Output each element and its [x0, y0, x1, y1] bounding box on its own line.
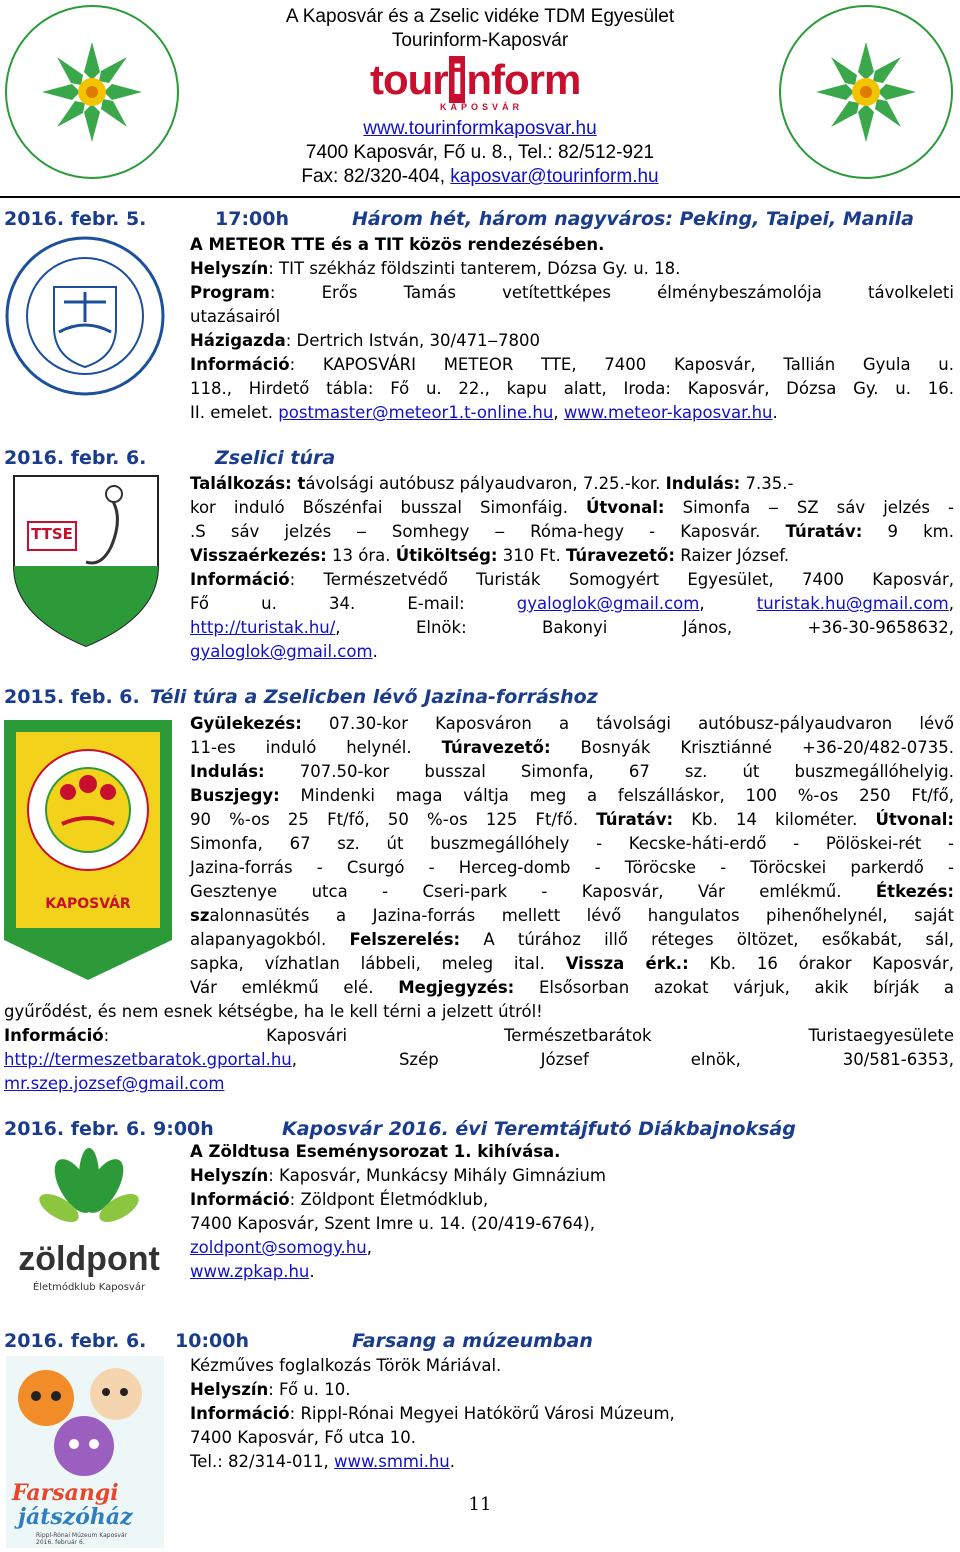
email-sep: , [699, 594, 757, 613]
ticket-text: Mindenki maga váltja meg a felszálláskor, 100 %-os 250 Ft/fő, [279, 786, 954, 805]
contact-sep: , [553, 403, 564, 422]
web-end: . [309, 1262, 315, 1281]
event4-web [190, 1260, 315, 1284]
departure-label: Indulás: [190, 762, 265, 781]
event3-web [4, 1048, 954, 1072]
zoldpont-logo [4, 1146, 174, 1302]
event4-info [190, 1188, 488, 1212]
termeszetbaratok-web-link[interactable]: http://termeszetbaratok.gportal.hu [4, 1050, 292, 1069]
header-office: Tourinform-Kaposvár [391, 30, 569, 51]
event5-info [190, 1402, 675, 1426]
return-label: Vissza érk.: [565, 954, 689, 973]
turistak-web-link[interactable]: http://turistak.hu/ [190, 618, 336, 637]
info-text: : Kaposvári Természetbarátok Turistaegyesülete [103, 1026, 954, 1045]
header-org: A Kaposvár és a Zselic vidéke TDM Egyesület [285, 6, 675, 27]
event4-address: 7400 Kaposvár, Szent Imre u. 14. (20/419-6764), [190, 1214, 595, 1233]
president-text: , Elnök: Bakonyi János, +36-30-9658632, [335, 618, 954, 637]
event1-host [190, 329, 540, 353]
return-label: Visszaérkezés: [190, 546, 327, 565]
distance-text: 9 km. [862, 522, 954, 541]
poster-line-2: játszóház [18, 1504, 133, 1530]
route-label: Útvonal: [875, 810, 954, 829]
meal-label: Étkezés: [875, 882, 954, 901]
return-pre: sapka, vízhatlan lábbeli, meleg ital. [190, 954, 566, 973]
equipment-pre: alapanyagokból. [190, 930, 350, 949]
ticket-label: Buszjegy: [190, 786, 280, 805]
route-cont: .S sáv jelzés ‒ Somhegy ‒ Róma-hegy - Kaposvár. [190, 522, 786, 541]
organizer-text: A METEOR TTE és a TIT közös rendezésében. [190, 235, 605, 254]
termeszetbaratok-city: KAPOSVÁR [45, 896, 131, 912]
email-end: , [948, 594, 954, 613]
event4-date: 2016. febr. 6. 9:00h [4, 1118, 214, 1140]
event1-organizer [190, 233, 604, 257]
route-label: Útvonal: [586, 498, 665, 517]
event5-time: 10:00h [175, 1330, 250, 1352]
event1-contact [190, 401, 778, 425]
event3-return [190, 952, 954, 976]
meeting-label: Találkozás: t [190, 474, 306, 493]
event3-info [4, 1024, 954, 1048]
info-text: : Zöldpont Életmódklub, [289, 1190, 489, 1209]
equipment-text: A túrához illő réteges öltözet, esőkabát, sál, [460, 930, 955, 949]
note-label: Megjegyzés: [398, 978, 515, 997]
event5-location [190, 1378, 350, 1402]
event2-date: 2016. febr. 6. [4, 447, 147, 469]
info-text: : Rippl-Rónai Megyei Hatókörű Városi Múzeum, [289, 1404, 675, 1423]
tdm-logo-right [776, 2, 956, 182]
event3-title: Téli túra a Zselicben lévő Jazina-forráshoz [150, 686, 598, 708]
event3-meal [190, 904, 954, 928]
departure-text: 707.50-kor busszal Simonfa, 67 sz. út buszmegállóhelyig. [264, 762, 954, 781]
location-label: Helyszín [190, 259, 269, 278]
event2-route [190, 496, 954, 520]
header-fax [200, 166, 760, 188]
location-label: Helyszín [190, 1380, 269, 1399]
contact-end: . [772, 403, 778, 422]
info-label: Információ [190, 1190, 290, 1209]
meteor-email-link[interactable]: postmaster@meteor1.t-online.hu [278, 403, 554, 422]
guide-pre: 11-es induló helynél. [190, 738, 442, 757]
event2-email2 [190, 640, 378, 664]
brand-i: i [449, 56, 466, 103]
meal-text: alonnasütés a Jazina-forrás mellett lévő hangulatos pihenőhelynél, saját [209, 906, 954, 925]
farsang-poster [6, 1356, 164, 1548]
guide-text: Raizer József. [675, 546, 790, 565]
guide-label: Túravezető: [565, 546, 675, 565]
event1-date: 2016. febr. 5. [4, 208, 147, 230]
route-text: Simonfa ‒ SZ sáv jelzés - [664, 498, 954, 517]
event3-gathering [190, 712, 954, 736]
return-text: Kb. 16 órakor Kaposvár, [688, 954, 954, 973]
event5-title: Farsang a múzeumban [352, 1330, 593, 1352]
location-label: Helyszín [190, 1166, 269, 1185]
event1-program-cont: utazásairól [190, 307, 281, 326]
event1-time: 17:00h [215, 208, 290, 230]
event1-title: Három hét, három nagyváros: Peking, Taipei, Manila [352, 208, 914, 230]
event2-return [190, 544, 789, 568]
host-label: Házigazda [190, 331, 286, 350]
program-label: Program [190, 283, 270, 302]
event3-route-2: Jazina-forrás - Csurgó - Herceg-domb - Töröcske - Töröcskei parkerdő - [190, 858, 954, 877]
phone-end: . [449, 1452, 455, 1471]
meeting-text: ávolsági autóbusz pályaudvaron, 7.25.-kor. [305, 474, 666, 493]
location-text: : Fő u. 10. [268, 1380, 351, 1399]
meteor-logo [4, 232, 166, 400]
header-address: 7400 Kaposvár, Fő u. 8., Tel.: 82/512-921 [305, 142, 655, 163]
turistak-email-link[interactable]: turistak.hu@gmail.com [756, 594, 949, 613]
tourinform-logo [370, 56, 592, 114]
gathering-label: Gyülekezés: [190, 714, 302, 733]
header-email-link[interactable]: kaposvar@tourinform.hu [450, 166, 659, 187]
distance-label: Túratáv: [785, 522, 863, 541]
cost-label: Útiköltség: [395, 546, 498, 565]
event3-route-3 [190, 880, 954, 904]
event2-meeting [190, 472, 793, 496]
tdm-logo-left [2, 2, 182, 182]
event1-info-cont: 118., Hirdető tábla: Fő u. 22., kapu alatt, Iroda: Kaposvár, Dózsa Gy. u. 16. [190, 379, 954, 398]
zpkap-web-link[interactable]: www.zpkap.hu [190, 1262, 310, 1281]
brand-left: tour [370, 56, 448, 103]
info-text: : KAPOSVÁRI METEOR TTE, 7400 Kaposvár, Tallián Gyula u. [289, 355, 954, 374]
event5-date: 2016. febr. 6. [4, 1330, 147, 1352]
location-text: : Kaposvár, Munkácsy Mihály Gimnázium [268, 1166, 606, 1185]
location-text: : TIT székház földszinti tanterem, Dózsa Gy. u. 18. [268, 259, 681, 278]
mail-end: , [366, 1238, 372, 1257]
contact-pre: II. emelet. [190, 403, 279, 422]
termeszetbaratok-logo [4, 720, 172, 980]
poster-line-1: Farsangi [12, 1480, 119, 1506]
poster-small-text: Rippl-Rónai Múzeum Kaposvár 2016. február 6. [36, 1532, 128, 1546]
event3-route-1: Simonfa, 67 sz. út buszmegállóhely - Kecske-háti-erdő - Pölöskei-rét - [190, 834, 954, 853]
subtitle-text: A Zöldtusa Eseménysorozat 1. kihívása. [190, 1142, 561, 1161]
guide-text: Bosnyák Krisztiánné +36-20/482-0735. [550, 738, 954, 757]
event4-mail [190, 1236, 372, 1260]
departure-label: Indulás: [665, 474, 741, 493]
note-text: Elsősorban azokat várjuk, akik bírják a [514, 978, 954, 997]
event5-workshop: Kézműves foglalkozás Török Máriával. [190, 1356, 502, 1375]
brand-right: nform [466, 56, 581, 103]
event3-note-cont: gyűrődést, és nem esnek kétségbe, ha le kell térni a jelzett útról! [4, 1002, 543, 1021]
zoldpont-name: zöldpont [18, 1240, 160, 1278]
event4-location [190, 1164, 606, 1188]
email-pre: Fő u. 34. E-mail: [190, 594, 517, 613]
return-text: 13 óra. [326, 546, 396, 565]
event2-route-cont [190, 520, 954, 544]
page-number: 11 [468, 1494, 492, 1515]
route-pre: kor induló Bőszénfai busszal Simonfáig. [190, 498, 587, 517]
equipment-label: Felszerelés: [349, 930, 461, 949]
gyaloglok-link[interactable]: gyaloglok@gmail.com [516, 594, 700, 613]
event2-web [190, 616, 954, 640]
event3-date: 2015. feb. 6. [4, 686, 140, 708]
gyaloglok-link-2[interactable]: gyaloglok@gmail.com [190, 642, 373, 661]
meteor-web-link[interactable]: www.meteor-kaposvar.hu [563, 403, 773, 422]
event5-phone [190, 1450, 455, 1474]
cost-text: 310 Ft. [497, 546, 566, 565]
distance-label: Túratáv: [596, 810, 674, 829]
header-separator [0, 196, 960, 198]
info-text: : Természetvédő Turisták Somogyért Egyesület, 7400 Kaposvár, [289, 570, 954, 589]
website-link[interactable]: www.tourinformkaposvar.hu [363, 118, 597, 139]
email2-end: . [372, 642, 378, 661]
event3-mail [4, 1072, 224, 1096]
departure-text: 7.35.- [740, 474, 794, 493]
event1-info [190, 353, 954, 377]
event1-program [190, 281, 954, 305]
zoldpont-sub: Életmódklub Kaposvár [32, 1282, 146, 1293]
event3-note [190, 976, 954, 1000]
route-3-text: Gesztenye utca - Cseri-park - Kaposvár, Vár emlékmű. [190, 882, 876, 901]
event2-title: Zselici túra [215, 447, 336, 469]
smmi-web-link[interactable]: www.smmi.hu [334, 1452, 450, 1471]
event5-address: 7400 Kaposvár, Fő utca 10. [190, 1428, 417, 1447]
info-label: Információ [190, 355, 290, 374]
ttse-logo-text: TTSE [31, 525, 73, 543]
info-label: Információ [190, 570, 290, 589]
gathering-text: 07.30-kor Kaposváron a távolsági autóbusz-pályaudvaron lévő [301, 714, 954, 733]
info-label: Információ [4, 1026, 104, 1045]
phone-text: Tel.: 82/314-011, [190, 1452, 335, 1471]
ttse-logo [6, 472, 166, 648]
szep-email-link[interactable]: mr.szep.jozsef@gmail.com [4, 1074, 225, 1093]
fax-text: Fax: 82/320-404, [301, 166, 451, 187]
note-pre: Vár emlékmű elé. [190, 978, 399, 997]
guide-label: Túravezető: [441, 738, 551, 757]
event4-subtitle [190, 1140, 560, 1164]
event3-prices [190, 808, 954, 832]
president-text: , Szép József elnök, 30/581-6353, [291, 1050, 954, 1069]
event1-location [190, 257, 680, 281]
program-text: : Erős Tamás vetítettképes élménybeszámolója távolkeleti [269, 283, 954, 302]
host-text: : Dertrich István, 30/471‒7800 [285, 331, 541, 350]
header-website[interactable] [200, 118, 760, 140]
event3-guide [190, 736, 954, 760]
distance-text: Kb. 14 kilométer. [673, 810, 876, 829]
prices-text: 90 %-os 25 Ft/fő, 50 %-os 125 Ft/fő. [190, 810, 597, 829]
brand-sub: KAPOSVÁR [440, 102, 524, 112]
zoldpont-email-link[interactable]: zoldpont@somogy.hu [190, 1238, 367, 1257]
event4-title: Kaposvár 2016. évi Teremtájfutó Diákbajnokság [282, 1118, 796, 1140]
event2-info [190, 568, 954, 592]
event3-ticket [190, 784, 954, 808]
event3-equipment [190, 928, 954, 952]
event3-departure [190, 760, 954, 784]
event2-email [190, 592, 954, 616]
info-label: Információ [190, 1404, 290, 1423]
meal-sz: sz [190, 906, 210, 925]
